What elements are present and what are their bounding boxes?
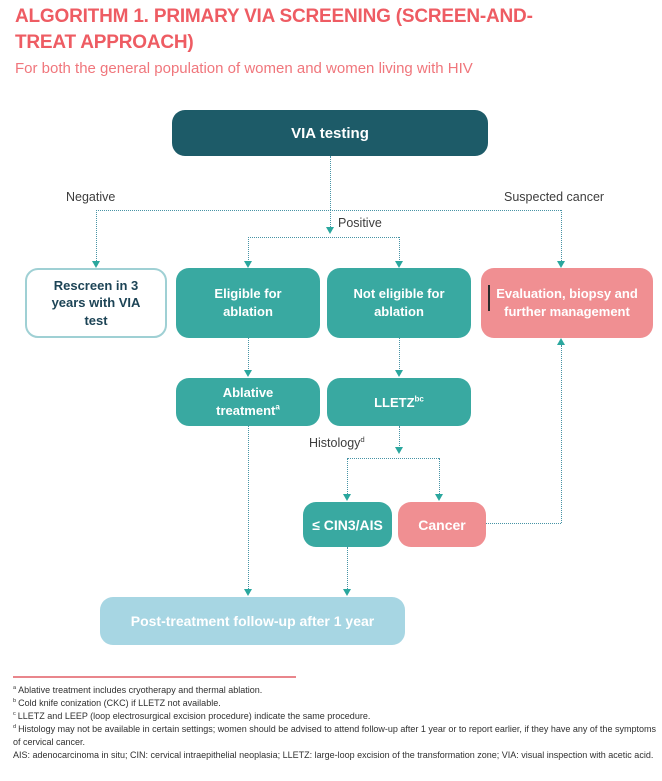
arrowhead-positive xyxy=(326,227,334,234)
superscript-bc: bc xyxy=(414,394,424,404)
node-eligible-label: Eligible for ablation xyxy=(214,285,282,319)
connector-via-down xyxy=(330,156,331,210)
arrowhead-to-lletz xyxy=(395,370,403,377)
node-rescreen xyxy=(25,268,167,338)
edge-label-suspected-cancer: Suspected cancer xyxy=(504,190,605,204)
node-ablative-treatment xyxy=(176,378,320,426)
arrowhead-to-cancer xyxy=(435,494,443,501)
edge-label-histology: Histology$^d$ xyxy=(309,434,365,450)
connector-cancer-up xyxy=(561,345,562,523)
footnote-a: $^a$ Ablative treatment includes cryotherapy and thermal ablation. xyxy=(13,685,263,695)
arrowhead-ablative-to-post xyxy=(244,589,252,596)
node-post-treatment xyxy=(100,597,405,645)
connector-histology-bar xyxy=(347,458,439,459)
node-cin3-ais-label: ≤ CIN3/AIS xyxy=(312,516,383,533)
connector-positive-bar xyxy=(248,237,399,238)
edge-label-positive: Positive xyxy=(338,216,382,230)
footnote-d: $^d$ Histology may not be available in certain settings; women should be advised to attend follow-up after 1 year or to report earlier, if they have any of the symptoms of cervical cancer. xyxy=(13,724,656,747)
arrowhead-to-not-eligible xyxy=(395,261,403,268)
arrowhead-to-rescreen xyxy=(92,261,100,268)
node-evaluation xyxy=(481,268,653,338)
node-lletz-label: $LLETZ^{bc}$ xyxy=(374,394,424,410)
connector-to-cin3 xyxy=(347,458,348,494)
node-cancer xyxy=(398,502,486,547)
node-rescreen-label: Rescreen in 3 years with VIA test xyxy=(51,277,141,328)
node-post-treatment-label: Post-treatment follow-up after 1 year xyxy=(130,613,375,629)
node-eligible xyxy=(176,268,320,338)
node-cin3-ais xyxy=(303,502,392,547)
connector-cin3-down xyxy=(347,547,348,589)
connector-to-eligible xyxy=(248,237,249,262)
connector-lletz-down xyxy=(399,426,400,448)
arrowhead-cancer-to-evaluation xyxy=(557,338,565,345)
arrowhead-to-eligible xyxy=(244,261,252,268)
arrowhead-to-evaluation xyxy=(557,261,565,268)
node-not-eligible xyxy=(327,268,471,338)
node-via-testing-label: VIA testing xyxy=(291,124,369,142)
footnotes xyxy=(13,684,658,762)
connector-positive-down xyxy=(330,210,331,227)
connector-cancer-right xyxy=(486,523,561,524)
node-cancer-label: Cancer xyxy=(418,516,466,533)
footnote-divider xyxy=(13,676,296,678)
page-subtitle: For both the general population of women and women living with HIV xyxy=(15,60,473,77)
node-not-eligible-label: Not eligible for ablation xyxy=(353,285,445,319)
connector-suspected-down xyxy=(561,210,562,261)
text-cursor-artifact xyxy=(488,285,490,311)
connector-not-eligible-down xyxy=(399,338,400,371)
footnote-b: $^b$ Cold knife conization (CKC) if LLETZ not available. xyxy=(13,698,221,708)
connector-branch-bar xyxy=(96,210,561,211)
arrowhead-to-ablative xyxy=(244,370,252,377)
connector-to-not-eligible xyxy=(399,237,400,262)
abbreviation-list: AIS: adenocarcinoma in situ; CIN: cervical intraepithelial neoplasia; LLETZ: large-loop excision of the transformation zone; VIA: visual inspection with acetic acid. xyxy=(13,750,654,760)
page-title: ALGORITHM 1. PRIMARY VIA SCREENING (SCREEN-AND-TREAT APPROACH) xyxy=(15,6,533,53)
node-via-testing xyxy=(172,110,488,156)
arrowhead-histology xyxy=(395,447,403,454)
connector-negative-down xyxy=(96,210,97,261)
arrowhead-to-cin3 xyxy=(343,494,351,501)
superscript-d: d xyxy=(360,434,365,444)
edge-label-negative: Negative xyxy=(66,190,116,204)
arrowhead-cin3-to-post xyxy=(343,589,351,596)
connector-eligible-down xyxy=(248,338,249,371)
superscript-a: a xyxy=(275,402,280,412)
connector-to-cancer xyxy=(439,458,440,494)
node-ablative-treatment-label: Ablative treatment$^a$ xyxy=(216,384,280,418)
footnote-c: $^c$ LLETZ and LEEP (loop electrosurgical excision procedure) indicate the same procedure. xyxy=(13,711,371,721)
node-evaluation-label: Evaluation, biopsy and further management xyxy=(496,285,638,319)
node-lletz xyxy=(327,378,471,426)
connector-ablative-down xyxy=(248,426,249,589)
